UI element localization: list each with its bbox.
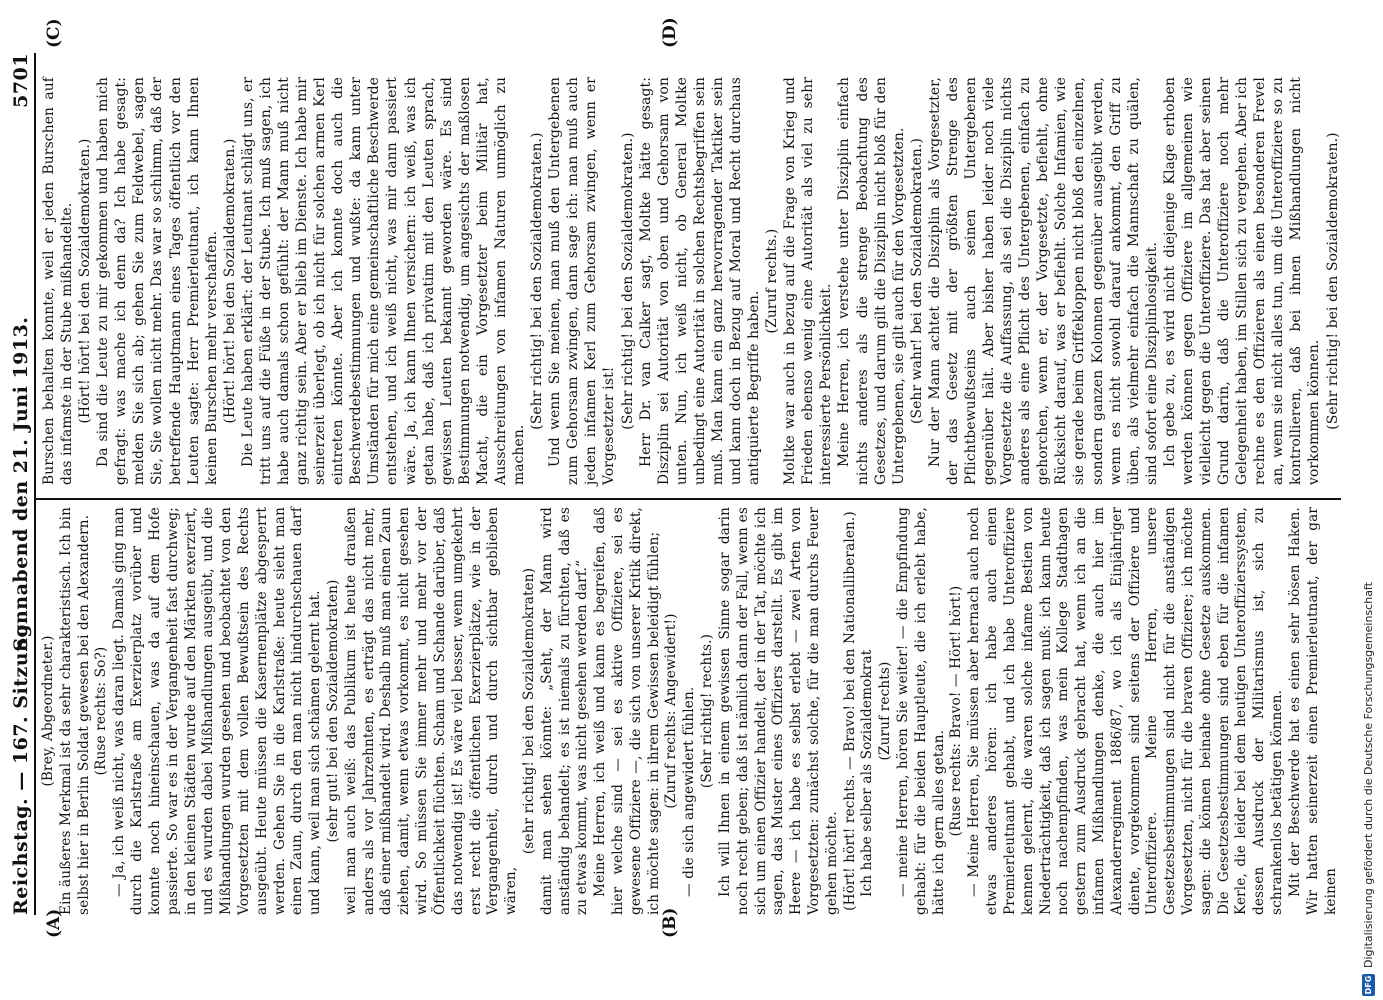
header-session: Reichstag. — 167. Sitzung. xyxy=(10,616,32,915)
page-header xyxy=(8,53,36,915)
margin-marker-d: (D) xyxy=(660,17,680,48)
paragraph: Die Leute haben erklärt: der Leutnant schlägt uns, er tritt uns auf die Füße in der Stube. Ich muß sagen, ich habe auch damals schon gefühlt: der Mann muß nicht ganz richtig sein. Aber er blieb im Dienste. Ich habe mir seinerzeit überlegt, ob ich nicht für solchen armen Kerl eintreten könnte. Aber ich konnte doch auch die Beschwerdebestimmungen und wußte: da kann unter Umständen für mich eine gemeinschaftliche Beschwerde entstehen, und ich weiß nicht, was mir dann passiert wäre. Ja, ich kann Ihnen versichern: ich weiß, was ich getan habe, daß ich privatim mit den Leuten sprach, gewissen Leuten bekannt geworden wäre. Es sind Bestimmungen notwendig, um angesichts der maßlosen Macht, die ein Vorgesetzter beim Militär hat, Ausschreitungen von infamen Naturen unmöglich zu machen. xyxy=(239,77,528,485)
paragraph: Und wenn Sie meinen, man muß den Untergebenen zum Gehorsam zwingen, dann sage ich: man muß auch jeden infamen Kerl zum Gehorsam zwingen, wenn er Vorgesetzter ist! xyxy=(547,77,618,485)
left-column xyxy=(40,507,1340,915)
paragraph: — die sich angewidert fühlen. xyxy=(681,686,698,897)
paragraph: Ich habe selber als Sozialdemokrat xyxy=(859,649,876,897)
paragraph: Ich will Ihnen in einem gewissen Sinne sogar darin noch recht geben; daß ist nämlich dann der Fall, wenn es sich um einen Offizier handelt, der in der Tat, möchte ich sagen, das Muster eines Offiziers darstellt. Es gibt im Heere — ich habe es selbst erlebt — zwei Arten von Vorgesetzten: zunächst solche, für die man durchs Feuer gehen möchte. xyxy=(716,507,840,915)
paragraph: Meine Herren, ich weiß und kann es begreifen, daß hier welche sind — sei es aktive Offiziere, sei es gewesene Offiziere —, die sich von unserer Kritik direkt, ich möchte sagen: in ihrem Gewissen beleidigt fühlen; xyxy=(592,507,662,915)
header-date: Sonnabend den 21. Juni 1913. xyxy=(10,316,32,652)
paragraph: — meine Herren, hören Sie weiter! — die Empfindung gehabt: für die beiden Hauptleute, die ich erlebt habe, hätte ich gern alles getan. xyxy=(895,507,947,915)
interjection: (Ruse rechts: So?) xyxy=(93,646,110,776)
margin-marker-c: (C) xyxy=(44,18,64,48)
paragraph: Herr Dr. van Calker sagt, Moltke hätte gesagt: Disziplin sei Autorität von oben und Gehorsam von unten. Nun, ich weiß nicht, ob General Moltke unbedingt eine Autorität in solchen Rechtsbegriffen sein muß. Man kann ein ganz hervorragender Taktiker sein und kann doch in Bezug auf Moral und Recht durchaus antiquierte Begriffe haben. xyxy=(637,77,763,485)
paragraph: damit man sehen könnte: „Seht, der Mann wird anständig behandelt; es ist niemals zu fürchten, daß es zu etwas kommt, was nicht gesehen werden darf.“ xyxy=(538,507,591,915)
right-column xyxy=(40,77,1342,485)
page-number: 5701 xyxy=(10,53,32,108)
interjection: (sehr richtig! bei den Sozialdemokraten) xyxy=(520,567,537,855)
paragraph: Nur der Mann achtet die Disziplin als Vorgesetzter, der das Gesetz mit der größten Strenge des Pflichtbewußtseins auch seinen Untergebenen gegenüber hält. Aber bisher haben leider noch viele Vorgesetzte die Auffassung, als sei die Disziplin nichts anderes als eine Pflicht des Untergebenen, einfach zu gehorchen, wenn er, der Vorgesetzte, befiehlt, ohne Rücksicht darauf, was er befiehlt. Solche Infamien, wie sie gerade beim Griffekloppen nicht bloß den einzelnen, sondern ganzen Kolonnen gegenüber ausgeübt werden, wenn es nicht sowohl darauf ankommt, den Griff zu üben, als vielmehr einfach die Mannschaft zu quälen, sind sofort eine Disziplinlosigkeit. xyxy=(926,77,1160,485)
dfg-logo: DFG xyxy=(1364,975,1373,995)
funding-note: Digitalisierung gefördert durch die Deutsche Forschungsgemeinschaft xyxy=(1362,582,1375,968)
paragraph: Burschen behalten konnte, weil er jeden Burschen auf das infamste in der Stube mißhandelte. xyxy=(41,77,76,485)
interjection: (Sehr richtig! bei den Sozialdemokraten.) xyxy=(529,132,546,430)
paragraph: Meine Herren, ich verstehe unter Disziplin einfach nichts anderes als die strenge Beobachtung des Gesetzes, und darum gilt die Disziplin nicht bloß für den Untergebenen, sie gilt auch für den Vorgesetzten. xyxy=(836,77,907,485)
interjection: (Sehr wahr! bei den Sozialdemokraten.) xyxy=(908,137,925,425)
paragraph: Ein äußeres Merkmal ist da sehr charakteristisch. Ich bin selbst hier in Berlin Soldat gewesen bei den Alexandern. xyxy=(57,507,92,915)
interjection: (Sehr richtig! bei den Sozialdemokraten.) xyxy=(619,132,636,430)
footer xyxy=(1360,0,1380,1000)
interjection: (Sehr richtig! bei den Sozialdemokraten.) xyxy=(1324,132,1341,430)
paragraph: Moltke war auch in bezug auf die Frage von Krieg und Frieden ebenso wenig eine Autorität als viel zu sehr interessierte Persönlichkeit. xyxy=(782,77,835,485)
margin-marker-b: (B) xyxy=(660,907,680,938)
paragraph: — Meine Herren, Sie müssen aber hernach auch noch etwas anderes hören: ich habe auch einen Premierleutnant gehabt, und ich habe Unteroffiziere kennen gelernt, die waren solche infame Bestien von Niederträchtigkeit, daß ich sagen muß: ich kann heute noch nachempfinden, was mein Kollege Stadthagen gestern zum Ausdruck gebracht hat, wenn ich an die infamen Mißhandlungen denke, die auch hier im Alexanderregiment 1886/87, wo ich als Einjähriger diente, vorgekommen sind seitens der Offiziere und Unteroffiziere. Meine Herren, unsere Gesetzesbestimmungen sind nicht für die anständigen Vorgesetzten, nicht für die braven Offiziere; ich möchte sagen: die können beinahe ohne Gesetze auskommen. Die Gesetzesbestimmungen sind eben für die infamen Kerle, die leider bei dem heutigen Unteroffizierssystem, dessen Ausdruck der Militarismus ist, sich zu schrankenlos betätigen können. xyxy=(966,507,1286,915)
paragraph: Mit der Beschwerde hat es einen sehr bösen Haken. Wir hatten seinerzeit einen Premierleutnant, der gar keinen xyxy=(1286,507,1339,915)
interjection: (Zuruf rechts) xyxy=(877,661,894,761)
interjection: (Hört! hört! bei den Sozialdemokraten.) xyxy=(77,138,94,424)
interjection: (Ruse rechts: Bravo! — Hört! hört!) xyxy=(948,585,965,837)
paragraph: Da sind die Leute zu mir gekommen und haben mich gefragt: was mache ich denn da? Ich habe gesagt: melden Sie sich ab; gehen Sie zum Feldwebel, sagen Sie, Sie wollen nicht mehr. Das war so schlimm, daß der betreffende Hauptmann eines Tages öffentlich vor den Leuten sagte: Herr Premierleutnant, ich kann Ihnen keinen Burschen mehr verschaffen. xyxy=(95,77,220,485)
paragraph: — Ja, ich weiß nicht, was daran liegt. Damals ging man durch die Karlstraße am Exerzierplatz vorüber und konnte noch hineinschauen, was da auf dem Hofe passierte. So war es in der Vergangenheit fast durchweg; in den kleinen Städten wurde auf den Märkten exerziert, und es wurden dabei Mißhandlungen ausgeübt, und die Mißhandlungen wurden gesehen und beobachtet von den Vorgesetzten mit dem vollen Bewußtsein des Rechts ausgeübt. Heute müssen die Kasernenplätze abgesperrt werden. Gehen Sie in die Karlstraße: heute sieht man einen Zaun, durch den man nicht hindurchschauen darf und kann, weil man sich schämen gelernt hat. xyxy=(111,507,324,915)
interjection: (Brey, Abgeordneter.) xyxy=(40,635,56,787)
paragraph: Ich gebe zu, es wird nicht diejenige Klage erhoben werden können gegen Offiziere im allgemeinen wie vielleicht gegen die Unteroffiziere. Das hat aber seinen Grund darin, daß die Unteroffiziere noch mehr Gelegenheit haben, im Stillen sich zu vergehen. Aber ich rechne es den Offizieren als einen besonderen Frevel an, wenn sie nicht alles tun, um die Unteroffiziere so zu kontrollieren, daß bei ihnen Mißhandlungen nicht vorkommen können. xyxy=(1161,77,1323,485)
interjection: (Hört! hört! bei den Sozialdemokraten.) xyxy=(221,138,238,424)
column-divider xyxy=(36,498,1341,500)
interjection: (Sehr richtig! rechts.) xyxy=(699,633,716,789)
margin-marker-a: (A) xyxy=(44,908,64,938)
paragraph: weil man auch weiß: das Publikum ist heute draußen anders als vor Jahrzehnten, es erträgt das nicht mehr, daß einer mißhandelt wird. Deshalb muß man einen Zaun ziehen, damit, wenn etwas vorkommt, es nicht gesehen wird. So müssen Sie immer mehr und mehr vor der Öffentlichkeit flüchten. Scham und Schande darüber, daß das notwendig ist! Es wäre viel besser, wenn umgekehrt erst recht die öffentlichen Exerzierplätze, wie in der Vergangenheit, durch und durch sichtbar geblieben wären, xyxy=(342,507,520,915)
interjection: (Zuruf rechts.) xyxy=(764,228,781,334)
interjection: (Hört! hört! rechts. — Bravo! bei den Nationalliberalen.) xyxy=(841,511,858,911)
interjection: (Zuruf rechts: Angewidert!) xyxy=(663,613,680,809)
interjection: (sehr gut! bei den Sozialdemokraten) xyxy=(325,579,341,843)
